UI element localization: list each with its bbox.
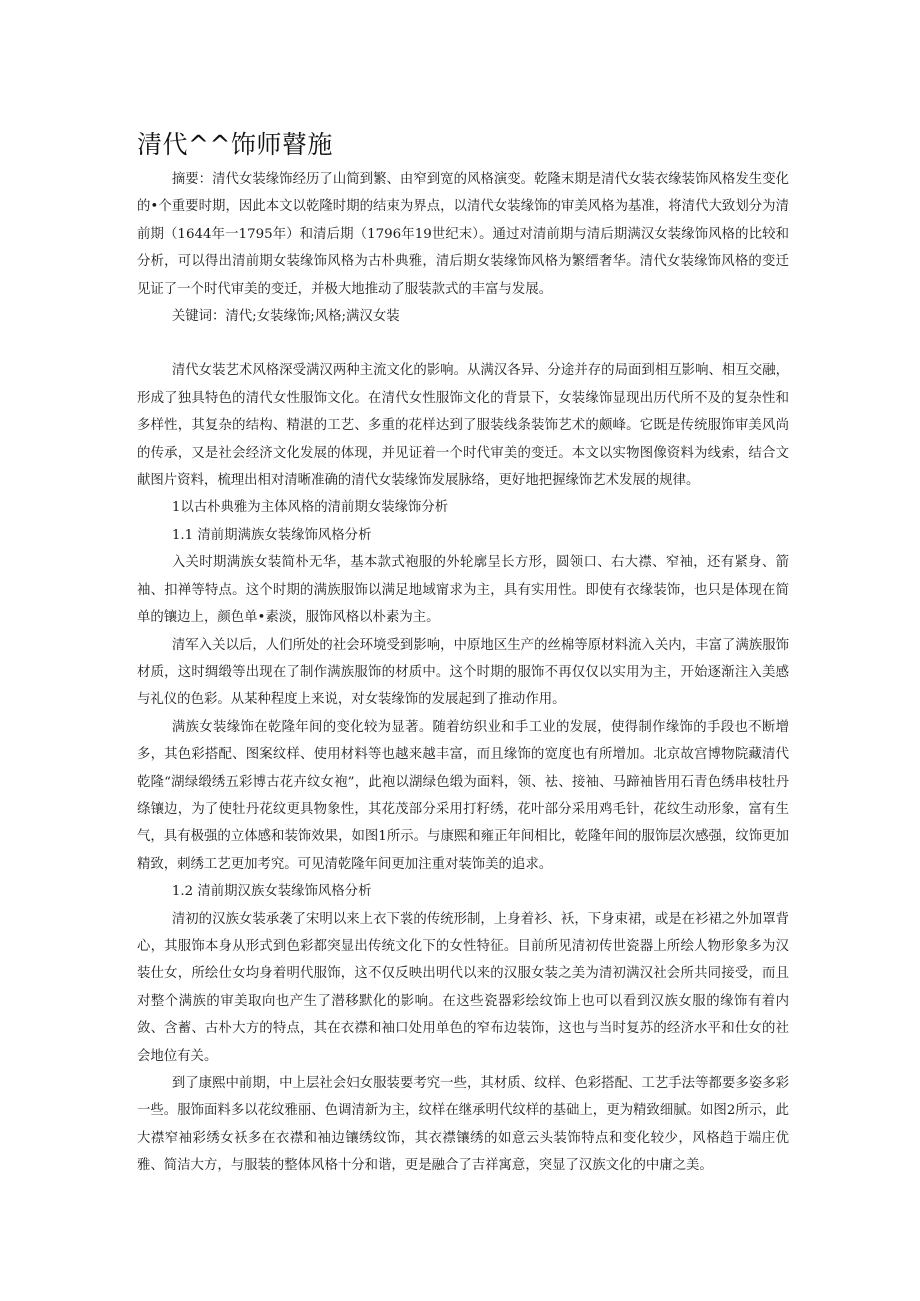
section-1-1-paragraph-3: 满族女装缘饰在乾隆年间的变化较为显著。随着纺织业和手工业的发展，使得制作缘饰的手段也不断增多，其色彩搭配、图案纹样、使用材料等也越来越丰富，而且缘饰的宽度也有所增加。北京故宫博物院藏清代乾隆“湖绿缎绣五彩博古花卉纹女袍”，此袍以湖绿色缎为面料，领、袪、接袖、马蹄袖皆用石青色绣串枝牡丹绦镶边，为了使牡丹花纹更具物象性，其花茂部分采用打籽绣，花叶部分采用鸡毛针，花纹生动形象，富有生气，具有极强的立体感和装饰效果，如图1所示。与康熙和雍正年间相比，乾隆年间的服饰层次感强，纹饰更加精致，刺绣工艺更加考究。可见清乾隆年间更加注重对装饰美的追求。 [137, 719, 789, 872]
section-1-2-paragraph-1: 清初的汉族女装承袭了宋明以来上衣下裳的传统形制，上身着衫、袄，下身束裙，或是在衫裙之外加罩背心，其服饰本身从形式到色彩都突显出传统文化下的女性特征。目前所见清初传世瓷器上所绘人物形象多为汉装仕女，所绘仕女均身着明代服饰，这不仅反映出明代以来的汉服女装之美为清初满汉社会所共同接受，而且对整个满族的审美取向也产生了潜移默化的影响。在这些瓷器彩绘纹饰上也可以看到汉族女服的缘饰有着内敛、含蓄、古朴大方的特点，其在衣襟和袖口处用单色的窄布边装饰，这也与当时复苏的经济水平和仕女的社会地位有关。 [137, 911, 789, 1064]
abstract-paragraph: 摘要：清代女装缘饰经历了山简到繁、由窄到宽的风格演变。乾隆末期是清代女装衣缘装饰风格发生变化的•个重要时期，因此本文以乾隆时期的结束为界点，以清代女装缘饰的审美风格为基准，将清代大致划分为清前期（1644年一1795年）和清后期（1796年19世纪末）。通过对清前期与清后期满汉女装缘饰风格的比较和分析，可以得出清前期女装缘饰风格为古朴典雅，清后期女装缘饰风格为繁缙奢华。清代女装缘饰风格的变迁见证了一个时代审美的变迁，并极大地推动了服装款式的丰富与发展。 [137, 172, 789, 297]
intro-paragraph: 清代女装艺术风格深受满汉两种主流文化的影响。从满汉各异、分途并存的局面到相互影响、相互交融，形成了独具特色的清代女性服饰文化。在清代女性服饰文化的背景下，女装缘饰显现出历代所不及的复杂性和多样性，其复杂的结构、精湛的工艺、多重的花样达到了服装线条装饰艺术的颇峰。它既是传统服饰审美风尚的传承，又是社会经济文化发展的体现，并见证着一个时代审美的变迁。本文以实物图像资料为线索，结合文献图片资料，梳理出相对清晰准确的清代女装缘饰发展脉络，更好地把握缘饰艺术发展的规律。 [137, 363, 789, 489]
section-spacer [137, 330, 789, 357]
section-1-2-heading: 1.2 清前期汉族女装缘饰风格分析 [171, 884, 372, 900]
document-title: 清代^^饰师瞽施 [137, 130, 333, 159]
section-1-1-paragraph-1: 入关时期满族女装简朴无华，基本款式袍服的外轮廓呈长方形，圆领口、右大襟、窄袖，还有紧身、箭袖、扣禅等特点。这个时期的满族服饰以满足地域甯求为主，具有实用性。即使有衣缘装饰，也只是体现在简单的镶边上，颜色单•素淡，服饰风格以朴素为主。 [137, 555, 789, 626]
section-1-1-heading: 1.1 清前期满族女装缘饰风格分析 [171, 527, 372, 543]
section-1-2-paragraph-2: 到了康熙中前期，中上层社会妇女服装要考究一些，其材质、纹样、色彩搭配、工艺手法等都要多姿多彩一些。服饰面料多以花纹雅丽、色调清新为主，纹样在继承明代纹样的基础上，更为精致细腻。如图2所示，此大襟窄袖彩绣女袄多在衣襟和袖边镶绣纹饰，其衣襟镶绣的如意云头装饰特点和变化较少，风格趋于端庄优雅、简洁大方，与服装的整体风格十分和谐，更是融合了吉祥寓意，突显了汉族文化的中庸之美。 [137, 1076, 789, 1174]
keywords-line: 关键词：清代;女装缘饰;风格;满汉女装 [171, 309, 400, 325]
document-body [137, 166, 789, 1180]
section-1-heading: 1以古朴典雅为主体风格的清前期女装缘饰分析 [171, 500, 449, 516]
section-1-1-paragraph-2: 清军入关以后，人们所处的社会环境受到影响，中原地区生产的丝棉等原材料流入关内，丰富了满族服饰材质，这时绸缎等出现在了制作满族服饰的材质中。这个时期的服饰不再仅仅以实用为主，开始逐渐注入美感与礼仪的色彩。从某种程度上来说，对女装缘饰的发展起到了推动作用。 [137, 637, 789, 708]
